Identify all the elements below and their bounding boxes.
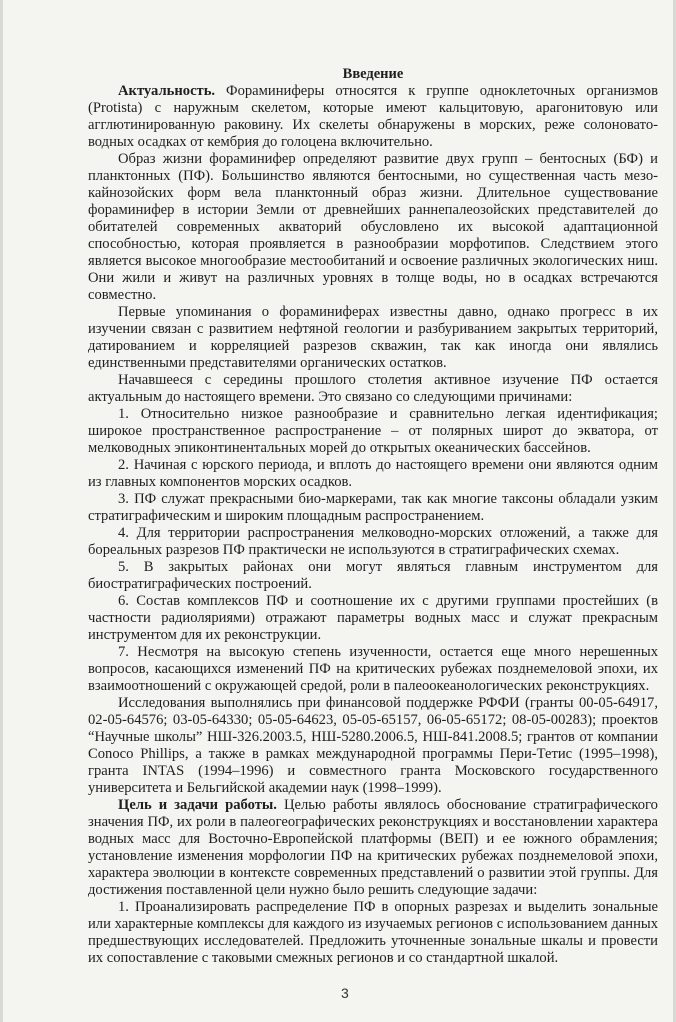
- scan-edge-left: [0, 0, 3, 1022]
- paragraph-text: 4. Для территории распространения мелководно-морских отложений, а также для бореальных разрезов ПФ практически не используются в стратиграфических схемах.: [88, 525, 658, 558]
- paragraph-text: 1. Проанализировать распределение ПФ в опорных разрезах и выделить зональные или характерные комплексы для каждого из изучаемых регионов с использованием данных предшествующих исследователей. Предложить уточненные зональные шкалы и провести их сопоставление с таковыми смежных регионов и со стандартной шкалой.: [88, 899, 658, 966]
- paragraph-text: Исследования выполнялись при финансовой поддержке РФФИ (гранты 00-05-64917, 02-05-64576; 03-05-64330; 05-05-64623, 05-05-65157, 06-05-65172; 08-05-00283); проектов “Научные школы” НШ-326.2003.5, НШ-5280.2006.5, НШ-841.2008.5; грантов от компании Conoco Phillips, а также в рамках международной программы Пери-Тетис (1995–1998), гранта INTAS (1994–1996) и совместного гранта Московского государственного университета и Бельгийской академии наук (1998–1999).: [88, 695, 658, 796]
- document-page: [88, 0, 658, 1022]
- paragraph-text: 1. Относительно низкое разнообразие и сравнительно легкая идентификация; широкое пространственное распространение – от полярных широт до экватора, от мелководных эпиконтинентальных морей до открытых океанических бассейнов.: [88, 406, 658, 456]
- paragraph: [88, 644, 658, 695]
- paragraph-text: 7. Несмотря на высокую степень изученности, остается еще много нерешенных вопросов, касающихся изменений ПФ на критических рубежах позднемеловой эпохи, их взаимоотношений с окружающей средой, роли в палеоокеанологических реконструкциях.: [88, 644, 658, 694]
- paragraph: [88, 525, 658, 559]
- paragraph: [88, 83, 658, 151]
- paragraph-text: Начавшееся с середины прошлого столетия активное изучение ПФ остается актуальным до настоящего времени. Это связано со следующими причинами:: [88, 372, 658, 405]
- paragraph: [88, 457, 658, 491]
- paragraph: [88, 304, 658, 372]
- paragraph-text: Целью работы являлось обоснование стратиграфического значения ПФ, их роли в палеогеографических реконструкциях и восстановлении характера водных масс для Восточно-Европейской платформы (ВЕП) и ее южного обрамления; установление изменения морфологии ПФ на критических рубежах позднемеловой эпохи, характера эволюции в контексте современных представлений о развитии этой группы. Для достижения поставленной цели нужно было решить следующие задачи:: [88, 797, 658, 898]
- paragraph-text: 2. Начиная с юрского периода, и вплоть до настоящего времени они являются одним из главных компонентов морских осадков.: [88, 457, 658, 490]
- paragraph: [88, 372, 658, 406]
- paragraph-lead: Цель и задачи работы.: [118, 797, 277, 813]
- paragraph-text: 5. В закрытых районах они могут являться главным инструментом для биостратиграфических построений.: [88, 559, 658, 592]
- paragraph: [88, 797, 658, 899]
- paragraph: [88, 406, 658, 457]
- paragraph: [88, 559, 658, 593]
- page-number: 3: [341, 985, 349, 1001]
- paragraph-text: Фораминиферы относятся к группе одноклеточных организмов (Protista) с наружным скелетом, которые имеют кальцитовую, арагонитовую или агглютинированную раковину. Их скелеты обнаружены в морских, реже солоновато-водных осадках от кембрия до голоцена включительно.: [88, 83, 658, 150]
- section-title: Введение: [342, 66, 404, 82]
- paragraph-text: Образ жизни фораминифер определяют развитие двух групп – бентосных (БФ) и планктонных (ПФ). Большинство являются бентосными, но существенная часть мезо-кайнозойских форм вела планктонный образ жизни. Длительное существование фораминифер в истории Земли от древнейших раннепалеозойских представителей до обитателей современных акваторий обусловлено их высокой адаптационной способностью, которая проявляется в разнообразии морфотипов. Следствием этого является высокое многообразие местообитаний и освоение различных экологических ниш. Они жили и живут на различных уровнях в толще воды, но в осадках встречаются совместно.: [88, 151, 658, 303]
- paragraph: [88, 491, 658, 525]
- paragraph: [88, 593, 658, 644]
- paragraph-lead: Актуальность.: [118, 83, 216, 99]
- paragraph: [88, 151, 658, 304]
- paragraph: [88, 899, 658, 967]
- paragraph-text: 6. Состав комплексов ПФ и соотношение их с другими группами простейших (в частности радиоляриями) отражают параметры водных масс и служат прекрасным инструментом для их реконструкции.: [88, 593, 658, 643]
- paragraph-text: 3. ПФ служат прекрасными био-маркерами, так как многие таксоны обладали узким стратиграфическим и широким площадным распространением.: [88, 491, 658, 524]
- document-body: [88, 83, 658, 967]
- paragraph-text: Первые упоминания о фораминиферах известны давно, однако прогресс в их изучении связан с развитием нефтяной геологии и разбуриванием закрытых территорий, датированием и корреляцией разрезов скважин, так как иногда они являлись единственными представителями органических остатков.: [88, 304, 658, 371]
- paragraph: [88, 695, 658, 797]
